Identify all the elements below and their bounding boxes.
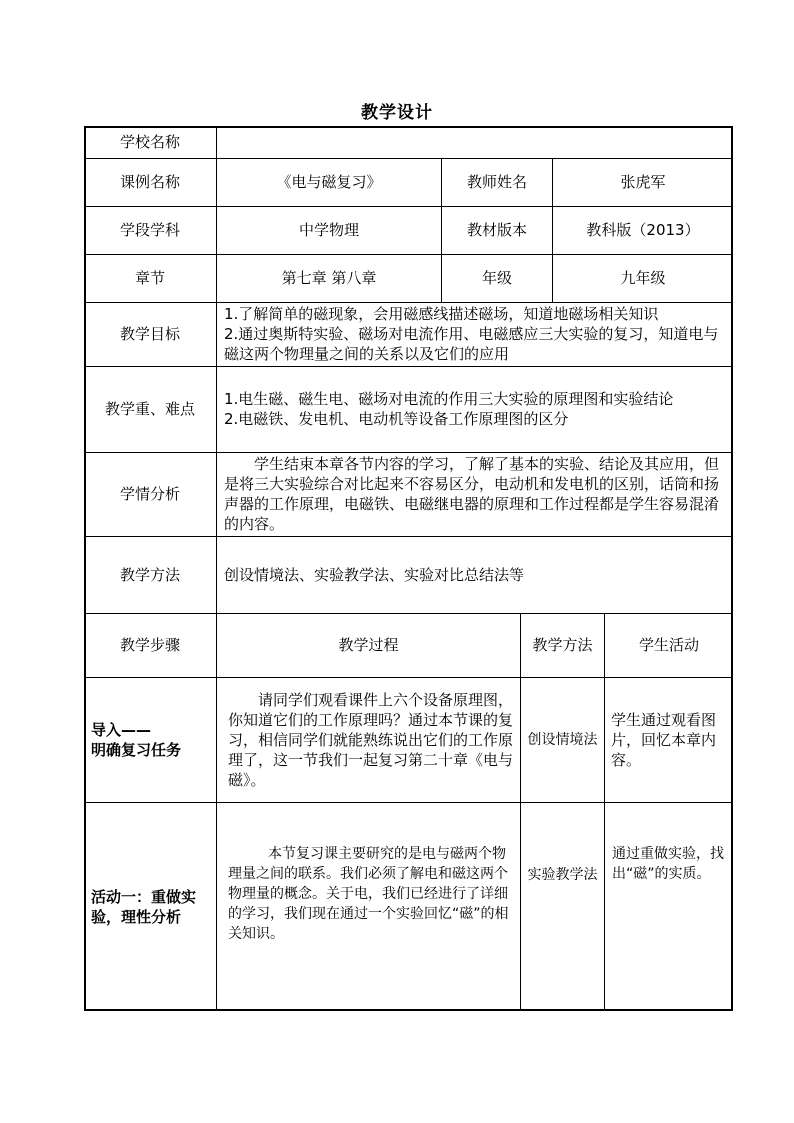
step-activity [605, 677, 733, 802]
method-value: 创设情境法、实验教学法、实验对比总结法等 [224, 565, 525, 584]
step-process-text: 本节复习课主要研究的是电与磁两个物理量之间的联系。我们必须了解电和磁这两个物理量的概念。关于电，我们已经进行了详细的学习，我们现在通过一个实验回忆“磁”的相关知识。 [228, 846, 509, 942]
course-name-label: 课例名称 [119, 173, 180, 191]
step-activity-text: 通过重做实验，找出“磁”的实质。 [612, 846, 724, 882]
keypoints-line: 1.电生磁、磁生电、磁场对电流的作用三大实验的原理图和实验结论 [224, 390, 674, 408]
step-method: 实验教学法 [527, 867, 598, 883]
keypoints-line: 2.电磁铁、发电机、电动机等设备工作原理图的区分 [224, 410, 569, 428]
step-process [217, 802, 520, 1011]
step-name-text: 活动一：重做实验，理性分析 [91, 887, 197, 926]
keypoints-label: 教学重、难点 [104, 400, 195, 418]
chapter-label: 章节 [134, 269, 165, 287]
school-name-value [217, 126, 733, 158]
goals-content [217, 302, 733, 366]
grade-value: 九年级 [620, 269, 666, 287]
grade-label: 年级 [481, 269, 512, 287]
keypoints-content [217, 366, 733, 452]
step-name [84, 677, 216, 802]
step-activity [605, 802, 733, 1011]
step-process [217, 677, 520, 802]
chapter-value: 第七章 第八章 [281, 269, 377, 287]
step-name-text: 导入—— 明确复习任务 [91, 720, 182, 759]
step-name [84, 802, 216, 1011]
step-method: 创设情境法 [527, 731, 598, 748]
goals-line: 2.通过奥斯特实验、磁场对电流作用、电磁感应三大实验的复习，知道电与磁这两个物理量之间的关系以及它们的应用 [224, 325, 719, 363]
document-title: 教学设计 [361, 103, 433, 123]
course-name-value: 《电与磁复习》 [276, 173, 382, 191]
teacher-name-value: 张虎军 [620, 173, 666, 191]
goals-label: 教学目标 [119, 325, 180, 343]
method-label: 教学方法 [119, 565, 180, 584]
edition-value: 教科版（2013） [586, 221, 700, 239]
school-name-label: 学校名称 [119, 133, 180, 151]
edition-label: 教材版本 [466, 221, 527, 239]
analysis-content [217, 452, 733, 536]
analysis-label: 学情分析 [119, 485, 180, 503]
teacher-name-label: 教师姓名 [466, 173, 527, 191]
subject-label: 学段学科 [119, 221, 180, 239]
steps-header-process: 教学过程 [338, 636, 399, 654]
subject-value: 中学物理 [298, 221, 359, 239]
lesson-plan-table [84, 126, 733, 1011]
analysis-text: 学生结束本章各节内容的学习，了解了基本的实验、结论及其应用，但是将三大实验综合对比起来不容易区分，电动机和发电机的区别，话筒和扬声器的工作原理，电磁铁、电磁继电器的原理和工作过程都是学生容易混淆的内容。 [224, 455, 720, 533]
steps-header-method: 教学方法 [532, 636, 593, 654]
step-activity-text: 学生通过观看图片，回忆本章内容。 [611, 710, 717, 769]
step-process-text: 请同学们观看课件上六个设备原理图，你知道它们的工作原理吗？通过本节课的复习，相信同学们就能熟练说出它们的工作原理了，这一节我们一起复习第二十章《电与磁》。 [228, 690, 514, 789]
steps-header-activity: 学生活动 [638, 636, 699, 654]
steps-header-step: 教学步骤 [119, 636, 180, 654]
goals-line: 1.了解简单的磁现象，会用磁感线描述磁场，知道地磁场相关知识 [224, 305, 659, 323]
